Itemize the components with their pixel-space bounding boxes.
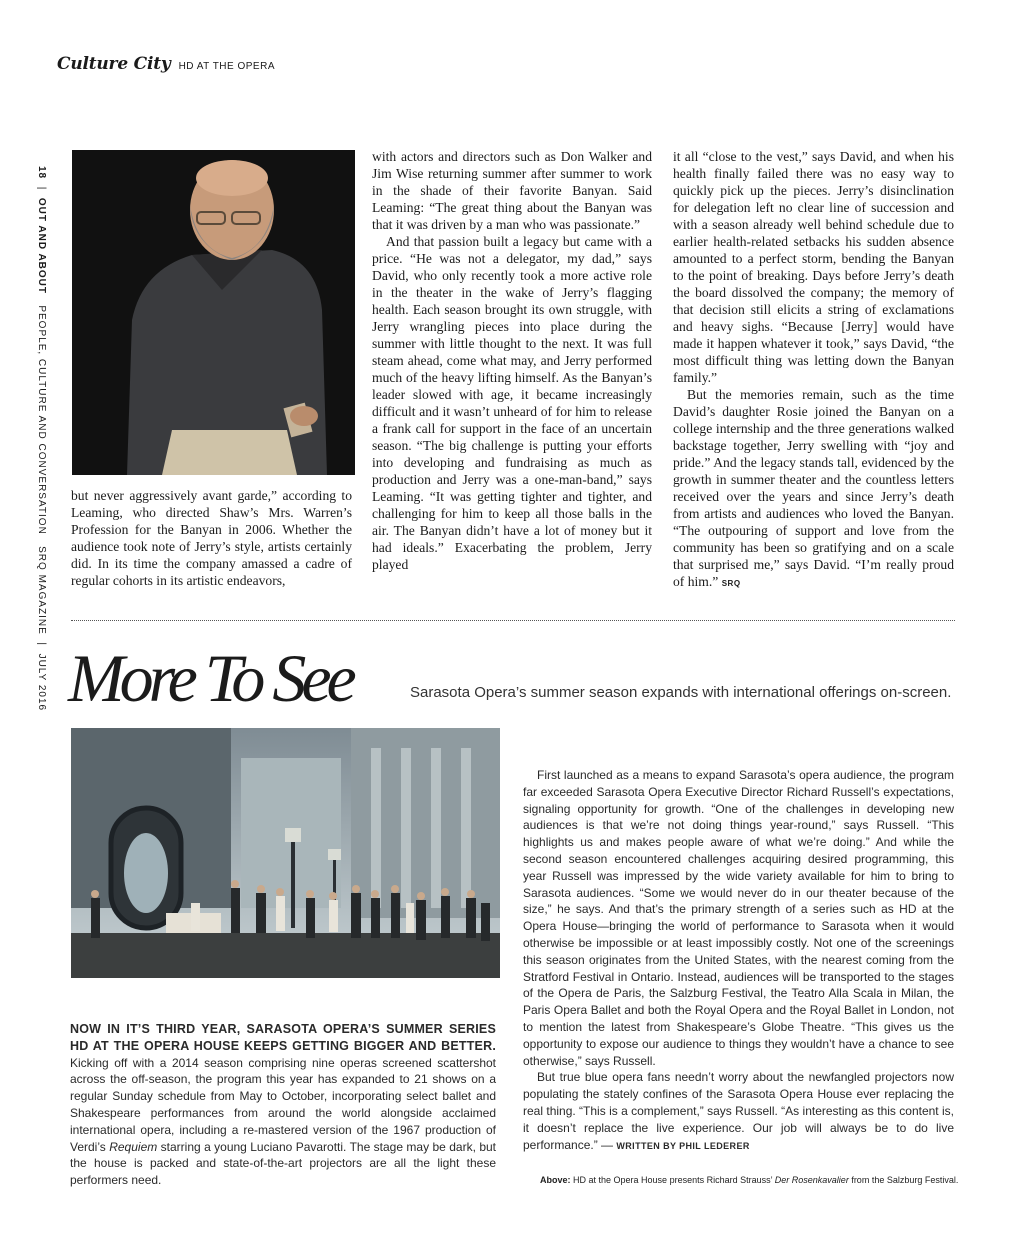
section-tag: HD AT THE OPERA <box>178 61 275 72</box>
paragraph: it all “close to the vest,” says David, and when his health finally failed there was no easy way to quickly pick up the pieces. Jerry’s disinclination for delegation left no clear line of succession and with a season already well behind schedule due to earlier health-related setbacks his sudden absence amounted to a perfect storm, bending the Banyan to the point of breaking. Days before Jerry’s death the board dissolved the company; the memory of that decision still elicits a string of exclamations and heavy sighs. “Because [Jerry] would have made it happen whatever it took,” says David, “the most difficult thing was letting down the Banyan family.” <box>673 149 954 385</box>
paragraph-text: But the memories remain, such as the time David’s daughter Rosie joined the Banyan on a college internship and the three generations walked backstage together, Jerry swelling with “joy and pride.” And the legacy stands tall, evidenced by the growth in summer theater and the countless letters received over the years and since Jerry’s death from artists and audiences who loved the Banyan. “The outpouring of support and love from the community has been so gratifying and on a scale that surprised me,” says David. “I’m really proud of him.” <box>673 387 954 589</box>
lead-paragraph <box>70 1021 496 1189</box>
rail-separator: | <box>36 642 47 646</box>
work-title: Requiem <box>109 1139 158 1154</box>
paragraph <box>523 1069 954 1154</box>
paragraph-text: Kicking off with a 2014 season comprising nine operas screened scattershot across the off-season, the program this year has expanded to 21 shows on a regular Sunday schedule from May to October, incorporating select ballet and Shakespeare performances from around the world alongside acclaimed international opera, including a re-mastered version of the 1967 production of Verdi’s <box>70 1055 496 1154</box>
rail-separator: | <box>36 186 47 191</box>
caption-text: from the Salzburg Festival. <box>848 1175 959 1185</box>
brand-title: Culture City <box>57 54 171 74</box>
portrait-photo <box>72 150 355 475</box>
paragraph-text: But true blue opera fans needn’t worry about the newfangled projectors now populating the stately confines of the Sarasota Opera House ever replacing the real thing. “This is a complement,” says Russell. “As interesting as this content is, it doesn’t replace the live experience. Our job will always be to do live performance.” — <box>523 1070 954 1152</box>
page-header <box>57 54 275 74</box>
more-left-column <box>70 1021 496 1189</box>
caption-label: Above: <box>540 1175 571 1185</box>
paragraph: First launched as a means to expand Sarasota’s opera audience, the program far exceeded Sarasota Opera Executive Director Richard Russell’s expectations, signaling opportunity for growth. “One of the challenges in developing new audiences is that we’re not doing things year-round,” says Russell. “This highlights us and makes people aware of what we’re doing.” And while the second season encountered challenges acquiring desired programming, this year Russell was impressed by the wide variety available for him to bring to Sarasota audiences. “Some we would never do in our theater because of the size,” he says. And that’s the primary strength of a series such as HD at the Opera House—bringing the world of performance to Sarasota when it would otherwise be impossible or at least impossibly costly. Not one of the screenings this season originates from the United States, with the nearest coming from the Stratford Festival in Ontario. Instead, audiences will be transported to the stages of the Opera de Paris, the Salzburg Festival, the Teatro Alla Scala in Milan, the Paris Opera Ballet and both the Royal Opera and the Royal Ballet in London, not to mention the latest from Shakespeare’s Globe Theatre. “This gives us the opportunity to expose our audience to things they wouldn’t have a chance to see otherwise,” says Russell. <box>523 768 954 1068</box>
photo-caption <box>540 1175 958 1185</box>
article-column-3 <box>673 148 954 592</box>
rail-magazine: SRQ MAGAZINE <box>36 546 47 635</box>
more-right-column <box>523 767 954 1154</box>
portrait-illustration <box>72 150 355 475</box>
article-column-1 <box>71 487 352 589</box>
caption-work-title: Der Rosenkavalier <box>774 1175 849 1185</box>
lead-in: NOW IN IT’S THIRD YEAR, SARASOTA OPERA’S SUMMER SERIES HD AT THE OPERA HOUSE KEEPS GETTING BIGGER AND BETTER. <box>70 1022 496 1053</box>
rail-issue: JULY 2016 <box>36 653 47 712</box>
section-deck: Sarasota Opera’s summer season expands with international offerings on-screen. <box>410 684 952 701</box>
end-mark: SRQ <box>721 579 741 588</box>
opera-stage-photo <box>71 728 500 978</box>
section-title: More To See <box>68 640 352 716</box>
rail-tagline: PEOPLE, CULTURE AND CONVERSATION <box>36 305 47 535</box>
section-divider <box>71 620 955 621</box>
article-column-2 <box>372 148 652 573</box>
caption-text: HD at the Opera House presents Richard Strauss’ <box>570 1175 775 1185</box>
side-rail <box>36 166 47 711</box>
paragraph: but never aggressively avant garde,” according to Leaming, who directed Shaw’s Mrs. Warren’s Profession for the Banyan in 2006. Whether the audience took note of Jerry’s style, artists certainly did. In its time the company amassed a cadre of regular cohorts in its artistic endeavors, <box>71 488 352 588</box>
paragraph: And that passion built a legacy but came with a price. “He was not a delegator, my dad,” says David, who only recently took a more active role in the theater in the wake of Jerry’s flagging health. Each season brought its own struggle, with Jerry wrangling pieces into place during the summer with little thought to the next. It was full steam ahead, come what may, and Jerry performed much of the heavy lifting himself. As the Banyan’s leader slowed with age, it became increasingly difficult and it wasn’t unheard of for him to release a frank call for support in the face of an uncertain season. “The big challenge is putting your efforts into developing and fundraising as much as production and Jerry was a one-man-band,” says Leaming. “It was getting tighter and tighter, and challenging for him to keep all those balls in the air. The Banyan didn’t have a lot of money but it had ideals.” Exacerbating the problem, Jerry played <box>372 234 652 572</box>
paragraph: with actors and directors such as Don Walker and Jim Wise returning summer after summer to work in the shade of their favorite Banyan. Said Leaming: “The great thing about the Banyan was that it was driven by a man who was passionate.” <box>372 149 652 232</box>
paragraph-text: starring a young Luciano Pavarotti. The stage may be dark, but the house is packed and state-of-the-art projectors are all the light these performers need. <box>70 1139 496 1188</box>
rail-section: OUT AND ABOUT <box>36 197 47 294</box>
byline: WRITTEN BY PHIL LEDERER <box>616 1140 750 1151</box>
page-number: 18 <box>36 166 47 180</box>
paragraph <box>673 386 954 592</box>
stage-illustration <box>71 728 500 978</box>
